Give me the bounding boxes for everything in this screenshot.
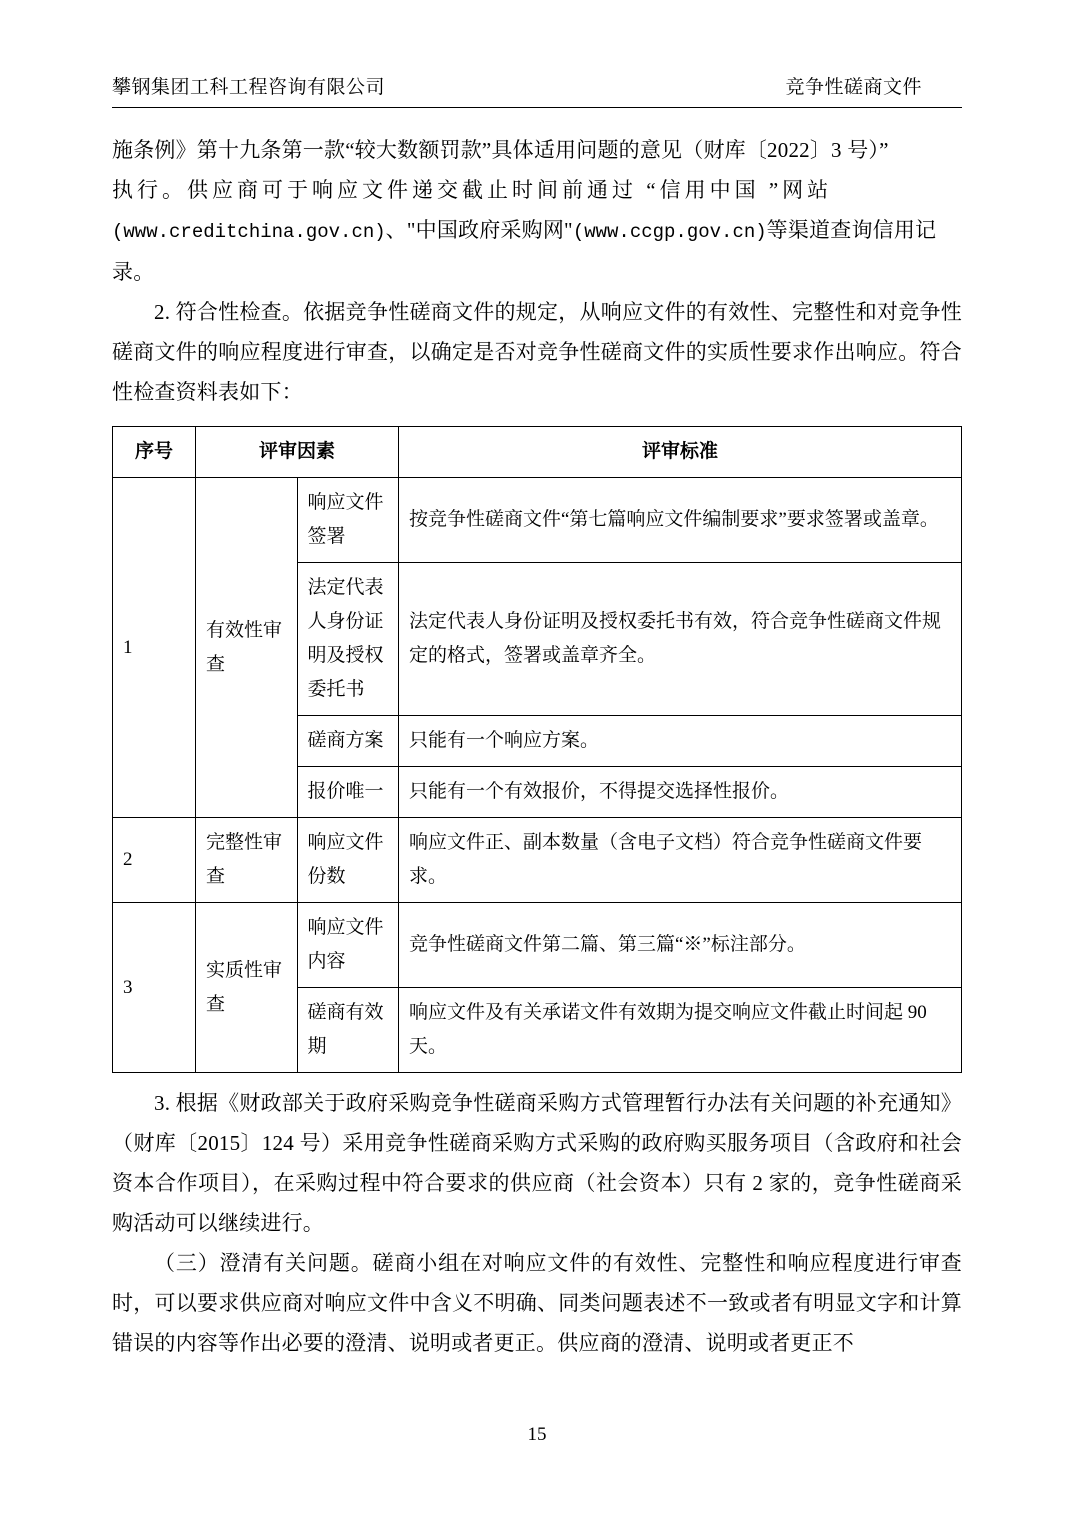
- table-row: [113, 903, 962, 988]
- cell-no: 1: [113, 478, 196, 818]
- cell-criteria: 只能有一个有效报价，不得提交选择性报价。: [399, 767, 962, 818]
- cell-factor: 法定代表人身份证明及授权委托书: [297, 563, 399, 716]
- para1-line3-end: 等渠道查询信用记: [766, 218, 937, 242]
- table-row: [113, 478, 962, 563]
- cell-factor: 响应文件内容: [297, 903, 399, 988]
- paragraph-compliance-check: 2. 符合性检查。依据竞争性磋商文件的规定，从响应文件的有效性、完整性和对竞争性磋商文件的响应程度进行审查，以确定是否对竞争性磋商文件的实质性要求作出响应。符合性检查资料表如下：: [112, 300, 962, 404]
- cell-criteria: 只能有一个响应方案。: [399, 716, 962, 767]
- para1-url-ccgp: (www.ccgp.gov.cn): [572, 221, 767, 243]
- cell-factor: 报价唯一: [297, 767, 399, 818]
- paragraph-supplementary-notice: 3. 根据《财政部关于政府采购竞争性磋商采购方式管理暂行办法有关问题的补充通知》（财库〔2015〕124 号）采用竞争性磋商采购方式采购的政府购买服务项目（含政府和社会资本合作项目），在采购过程中符合要求的供应商（社会资本）只有 2 家的，竞争性磋商采购活动可以继续进行。: [112, 1091, 962, 1235]
- cell-category: 完整性审查: [196, 818, 298, 903]
- table-header-row: [113, 427, 962, 478]
- cell-no: 3: [113, 903, 196, 1073]
- page-number: 15: [527, 1424, 547, 1445]
- th-criteria: 评审标准: [399, 427, 962, 478]
- header-company: 攀钢集团工科工程咨询有限公司: [112, 77, 386, 98]
- cell-factor: 磋商方案: [297, 716, 399, 767]
- header-doc-type: 竞争性磋商文件: [785, 77, 922, 98]
- para1-line2: 执行。供应商可于响应文件递交截止时间前通过 “信用中国 ”网站: [112, 178, 833, 202]
- cell-category: 实质性审查: [196, 903, 298, 1073]
- paragraph-continued: [112, 130, 962, 292]
- cell-criteria: 按竞争性磋商文件“第七篇响应文件编制要求”要求签署或盖章。: [399, 478, 962, 563]
- cell-factor: 响应文件签署: [297, 478, 399, 563]
- cell-category: 有效性审查: [196, 478, 298, 818]
- cell-criteria: 法定代表人身份证明及授权委托书有效，符合竞争性磋商文件规定的格式，签署或盖章齐全。: [399, 563, 962, 716]
- para1-line4: 录。: [112, 260, 155, 284]
- cell-criteria: 响应文件正、副本数量（含电子文档）符合竞争性磋商文件要求。: [399, 818, 962, 903]
- para1-url-creditchina: (www.creditchina.gov.cn): [112, 221, 386, 243]
- cell-criteria: 响应文件及有关承诺文件有效期为提交响应文件截止时间起 90 天。: [399, 988, 962, 1073]
- th-no: 序号: [113, 427, 196, 478]
- table-row: [113, 818, 962, 903]
- paragraph-clarification: （三）澄清有关问题。磋商小组在对响应文件的有效性、完整性和响应程度进行审查时，可以要求供应商对响应文件中含义不明确、同类问题表述不一致或者有明显文字和计算错误的内容等作出必要的澄清、说明或者更正。供应商的澄清、说明或者更正不: [112, 1251, 962, 1355]
- page-header: [112, 72, 962, 108]
- para1-line1: 施条例》第十九条第一款“较大数额罚款”具体适用问题的意见（财库〔2022〕3 号）”: [112, 138, 889, 162]
- cell-criteria: 竞争性磋商文件第二篇、第三篇“※”标注部分。: [399, 903, 962, 988]
- th-factor: 评审因素: [196, 427, 399, 478]
- cell-factor: 响应文件份数: [297, 818, 399, 903]
- cell-no: 2: [113, 818, 196, 903]
- compliance-check-table: [112, 426, 962, 1073]
- para1-line3-mid: 、"中国政府采购网": [385, 218, 573, 242]
- cell-factor: 磋商有效期: [297, 988, 399, 1073]
